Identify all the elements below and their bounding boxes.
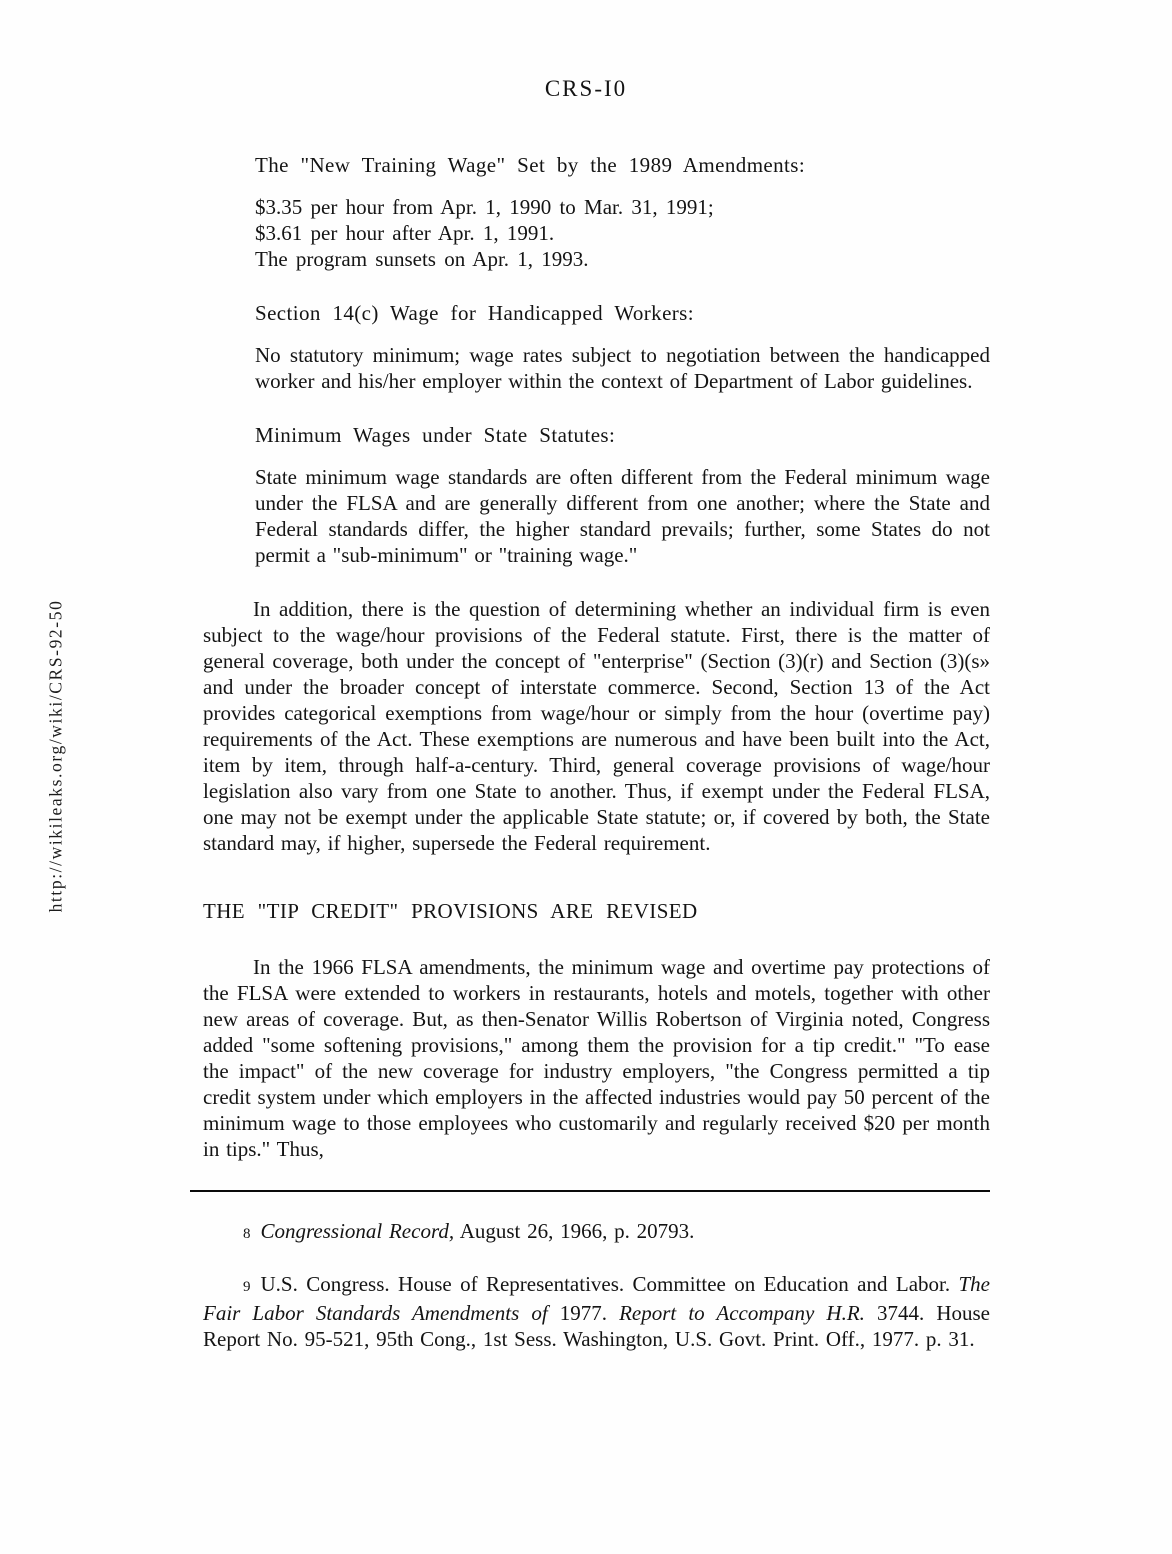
wage-rate-line: The program sunsets on Apr. 1, 1993. bbox=[255, 247, 589, 271]
footnote-area bbox=[190, 1190, 990, 1352]
footnote-8-title: Congressional Record, bbox=[260, 1219, 455, 1243]
state-statutes-heading: Minimum Wages under State Statutes: bbox=[255, 423, 616, 447]
footnote-8 bbox=[203, 1218, 990, 1247]
tip-credit-paragraph: In the 1966 FLSA amendments, the minimum wage and overtime pay protections of the FLSA were extended to workers in restaurants, hotels and motels, together with other new areas of coverage. But, as then-Senator Willis Robertson of Virginia noted, Congress added "some softening provisions," among them the provision for a tip credit." "To ease the impact" of the new coverage for industry employers, "the Congress permitted a tip credit system under which employers in the affected industries would pay 50 percent of the minimum wage to those employees who customarily and regularly received $20 per month in tips." Thus, bbox=[203, 955, 990, 1161]
document-body bbox=[203, 152, 990, 1352]
wage-rate-line: $3.35 per hour from Apr. 1, 1990 to Mar. 31, 1991; bbox=[255, 195, 714, 219]
handicapped-workers-block bbox=[255, 300, 990, 394]
handicapped-workers-paragraph: No statutory minimum; wage rates subject to negotiation between the handicapped worker and his/her employer within the context of Department of Labor guidelines. bbox=[255, 343, 990, 393]
footnote-9-title-2: Report to Accompany H.R. bbox=[619, 1301, 877, 1325]
wage-rate-line: $3.61 per hour after Apr. 1, 1991. bbox=[255, 221, 555, 245]
handicapped-workers-heading: Section 14(c) Wage for Handicapped Workers: bbox=[255, 301, 694, 325]
footnote-9 bbox=[203, 1271, 990, 1352]
state-statutes-block bbox=[255, 422, 990, 568]
training-wage-heading: The "New Training Wage" Set by the 1989 Amendments: bbox=[255, 153, 806, 177]
footnote-9-title-1: The Fair Labor Standards Amendments of bbox=[203, 1272, 990, 1325]
training-wage-block bbox=[255, 152, 990, 272]
coverage-discussion-paragraph: In addition, there is the question of determining whether an individual firm is even subject to the wage/hour provisions of the Federal statute. First, there is the matter of general coverage, both under the concept of "enterprise" (Section (3)(r) and Section (3)(s» and under the broader concept of interstate commerce. Second, Section 13 of the Act provides categorical exemptions from wage/hour or simply from the hour (overtime pay) requirements of the Act. These exemptions are numerous and have been built into the Act, item by item, through half-a-century. Third, general coverage provisions of wage/hour legislation also vary from one State to another. Thus, if exempt under the Federal FLSA, one may not be exempt under the applicable State statute; or, if covered by both, the State standard may, if higher, supersede the Federal requirement. bbox=[203, 597, 990, 855]
footnote-9-text-1: U.S. Congress. House of Representatives. Committee on Education and Labor. bbox=[260, 1272, 959, 1296]
footnote-8-text: August 26, 1966, p. 20793. bbox=[454, 1219, 695, 1243]
wikileaks-url-watermark: http://wikileaks.org/wiki/CRS-92-50 bbox=[45, 599, 66, 913]
page-number-header: CRS-I0 bbox=[544, 76, 628, 101]
state-statutes-paragraph: State minimum wage standards are often different from the Federal minimum wage under the FLSA and are generally different from one another; where the State and Federal standards differ, the higher standard prevails; further, some States do not permit a "sub-minimum" or "training wage." bbox=[255, 465, 990, 567]
footnote-8-marker: 8 bbox=[243, 1226, 251, 1242]
tip-credit-section-heading: THE "TIP CREDIT" PROVISIONS ARE REVISED bbox=[203, 899, 698, 923]
footnote-9-text-2: 1977. bbox=[559, 1301, 620, 1325]
footnote-9-marker: 9 bbox=[243, 1279, 251, 1295]
footnote-9-text-3: 3744. House Report No. 95-521, 95th Cong., 1st Sess. Washington, U.S. Govt. Print. Off., 1977. p. 31. bbox=[203, 1301, 990, 1351]
